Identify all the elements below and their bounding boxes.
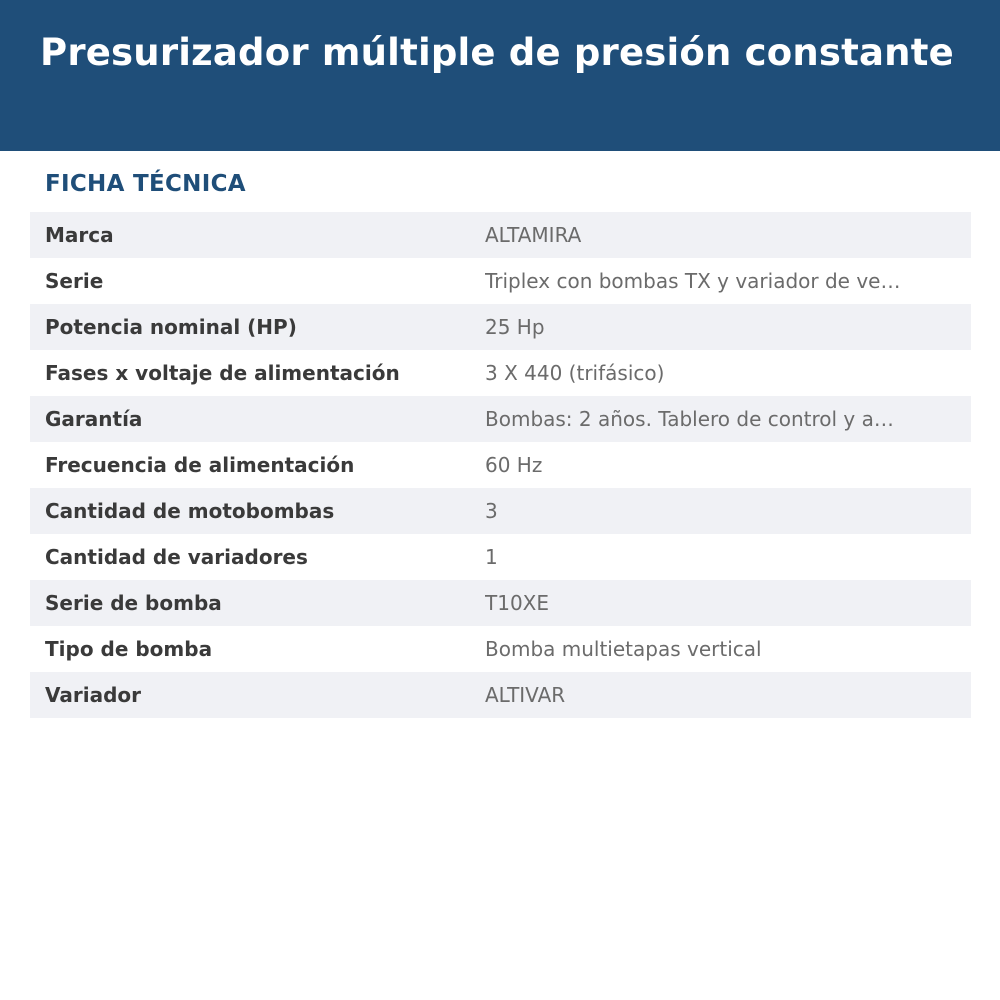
spec-row-garantia <box>30 396 971 442</box>
spec-label: Tipo de bomba <box>45 637 213 661</box>
spec-label: Marca <box>45 223 114 247</box>
spec-row-tipo-bomba <box>30 626 971 672</box>
spec-label: Frecuencia de alimentación <box>45 453 355 477</box>
spec-label: Variador <box>45 683 142 707</box>
spec-value: Triplex con bombas TX y variador de ve… <box>485 269 901 293</box>
section-title: FICHA TÉCNICA <box>45 171 246 197</box>
spec-label: Cantidad de variadores <box>45 545 308 569</box>
spec-row-variador <box>30 672 971 718</box>
page-title: Presurizador múltiple de presión constante <box>40 31 954 74</box>
spec-row-fases <box>30 350 971 396</box>
spec-value: Bombas: 2 años. Tablero de control y a… <box>485 407 894 431</box>
spec-row-serie <box>30 258 971 304</box>
spec-label: Fases x voltaje de alimentación <box>45 361 400 385</box>
spec-value: 3 X 440 (trifásico) <box>485 361 665 385</box>
spec-value: ALTAMIRA <box>485 223 582 247</box>
spec-label: Serie de bomba <box>45 591 222 615</box>
spec-label: Garantía <box>45 407 143 431</box>
spec-label: Cantidad de motobombas <box>45 499 335 523</box>
spec-table <box>30 212 971 718</box>
spec-value: ALTIVAR <box>485 683 566 707</box>
spec-value: Bomba multietapas vertical <box>485 637 762 661</box>
spec-label: Serie <box>45 269 104 293</box>
spec-value: 60 Hz <box>485 453 543 477</box>
page-header <box>0 0 1000 151</box>
spec-row-marca <box>30 212 971 258</box>
spec-label: Potencia nominal (HP) <box>45 315 297 339</box>
spec-row-potencia <box>30 304 971 350</box>
spec-value: T10XE <box>485 591 550 615</box>
spec-row-serie-bomba <box>30 580 971 626</box>
spec-row-frecuencia <box>30 442 971 488</box>
spec-value: 3 <box>485 499 498 523</box>
spec-value: 1 <box>485 545 498 569</box>
spec-row-motobombas <box>30 488 971 534</box>
spec-row-variadores <box>30 534 971 580</box>
spec-value: 25 Hp <box>485 315 545 339</box>
